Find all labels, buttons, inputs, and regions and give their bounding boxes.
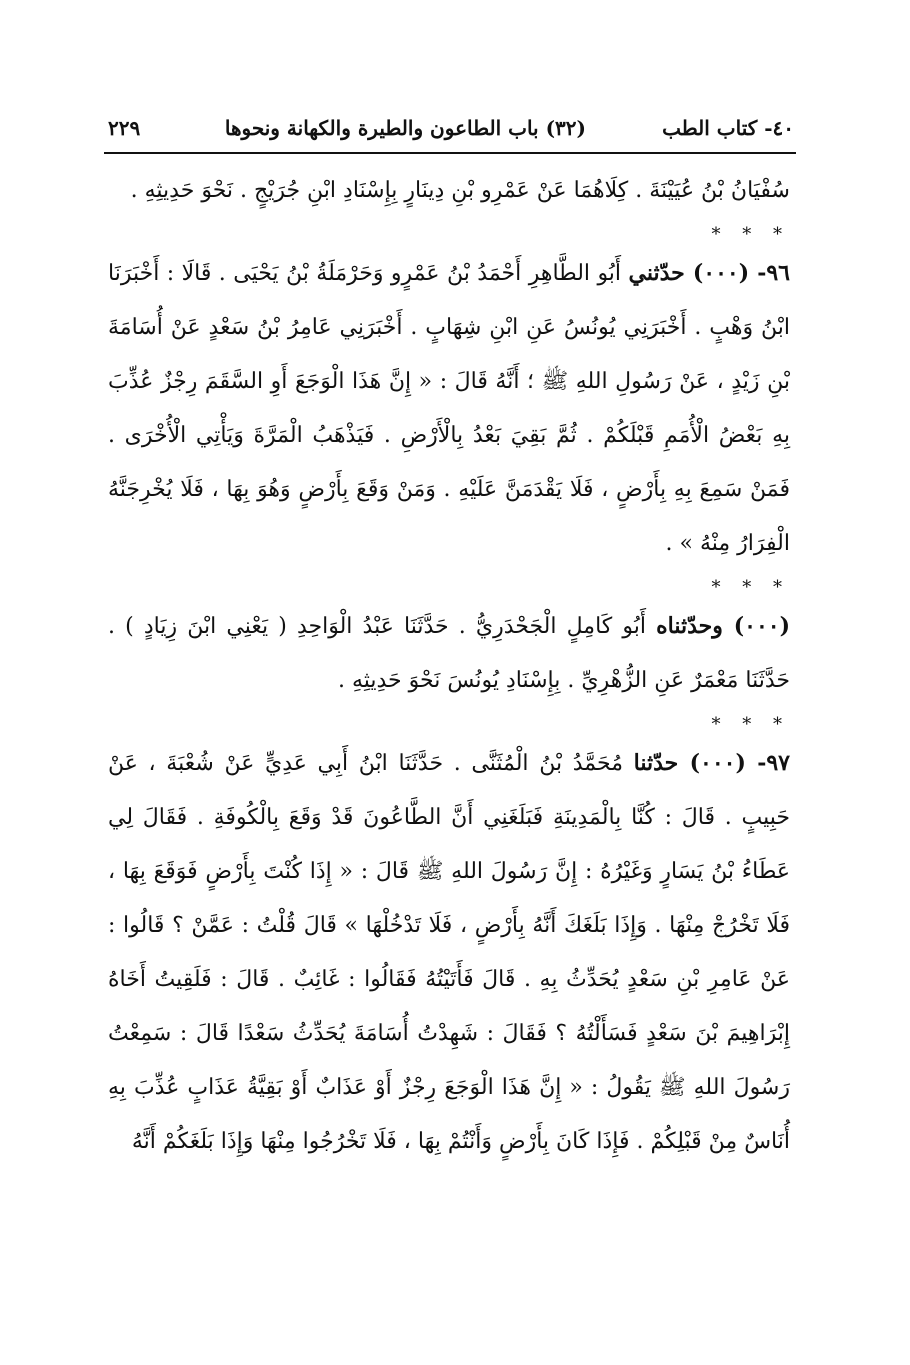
hadith-96 [108,246,790,571]
hadith-text: أَبُو الطَّاهِرِ أَحْمَدُ بْنُ عَمْرٍو وَحَرْمَلَةُ بْنُ يَحْيَى . قَالَا : أَخْبَرَنَا ابْنُ وَهْبٍ . أَخْبَرَنِي يُونُسُ عَنِ ابْنِ شِهَابٍ . أَخْبَرَنِي عَامِرُ بْنُ سَعْدٍ عَنْ أُسَامَةَ بْنِ زَيْدٍ ، عَنْ رَسُولِ اللهِ ﷺ ؛ أَنَّهُ قَالَ : « إِنَّ هَذَا الْوَجَعَ أَوِ السَّقَمَ رِجْزٌ عُذِّبَ بِهِ بَعْضُ الْأُمَمِ قَبْلَكُمْ . ثُمَّ بَقِيَ بَعْدُ بِالْأَرْضِ . فَيَذْهَبُ الْمَرَّةَ وَيَأْتِي الْأُخْرَى . فَمَنْ سَمِعَ بِهِ بِأَرْضٍ ، فَلَا يَقْدَمَنَّ عَلَيْهِ . وَمَنْ وَقَعَ بِأَرْضٍ وَهُوَ بِهَا ، فَلَا يُخْرِجَنَّهُ الْفِرَارُ مِنْهُ » . [108,261,790,556]
paragraph-text: سُفْيَانُ بْنُ عُيَيْنَةَ . كِلَاهُمَا عَنْ عَمْرِو بْنِ دِينَارٍ بِإِسْنَادِ ابْنِ جُرَيْجٍ . نَحْوَ حَدِيثِهِ . [130,178,790,203]
header-divider [104,152,796,154]
hadith-96-variant [108,599,790,708]
section-title: (٣٢) باب الطاعون والطيرة والكهانة ونحوها [224,116,586,140]
hadith-number: (٠٠٠) وحدّثناه [656,613,790,639]
hadith-text: أَبُو كَامِلٍ الْجَحْدَرِيُّ . حَدَّثَنَا عَبْدُ الْوَاحِدِ ( يَعْنِي ابْنَ زِيَادٍ ) . حَدَّثَنَا مَعْمَرٌ عَنِ الزُّهْرِيِّ . بِإِسْنَادِ يُونُسَ نَحْوَ حَدِيثِهِ . [108,614,790,693]
page-body [108,164,790,1169]
section-separator: * * * [711,224,790,245]
page-number: ٢٢٩ [108,116,141,140]
chapter-title: ٤٠- كتاب الطب [662,116,794,140]
hadith-number: ٩٧- (٠٠٠) حدّثنا [633,750,790,776]
hadith-97 [108,736,790,1169]
paragraph-continuation [108,164,790,218]
hadith-number: ٩٦- (٠٠٠) حدّثني [628,260,790,286]
hadith-text: مُحَمَّدُ بْنُ الْمُثَنَّى . حَدَّثَنَا ابْنُ أَبِي عَدِيٍّ عَنْ شُعْبَةَ ، عَنْ حَبِيبٍ . قَالَ : كُنَّا بِالْمَدِينَةِ فَبَلَغَنِي أَنَّ الطَّاعُونَ قَدْ وَقَعَ بِالْكُوفَةِ . فَقَالَ لِي عَطَاءُ بْنُ يَسَارٍ وَغَيْرُهُ : إِنَّ رَسُولَ اللهِ ﷺ قَالَ : « إِذَا كُنْتَ بِأَرْضٍ فَوَقَعَ بِهَا ، فَلَا تَخْرُجْ مِنْهَا . وَإِذَا بَلَغَكَ أَنَّهُ بِأَرْضٍ ، فَلَا تَدْخُلْهَا » قَالَ قُلْتُ : عَمَّنْ ؟ قَالُوا : عَنْ عَامِرِ بْنِ سَعْدٍ يُحَدِّثُ بِهِ . قَالَ فَأَتَيْتُهُ فَقَالُوا : غَائِبٌ . قَالَ : فَلَقِيتُ أَخَاهُ إِبْرَاهِيمَ بْنَ سَعْدٍ فَسَأَلْتُهُ ؟ فَقَالَ : شَهِدْتُ أُسَامَةَ يُحَدِّثُ سَعْدًا قَالَ : سَمِعْتُ رَسُولَ اللهِ ﷺ يَقُولُ : « إِنَّ هَذَا الْوَجَعَ رِجْزٌ أَوْ عَذَابٌ أَوْ بَقِيَّةُ عَذَابٍ عُذِّبَ بِهِ أُنَاسٌ مِنْ قَبْلِكُمْ . فَإِذَا كَانَ بِأَرْضٍ وَأَنْتُمْ بِهَا ، فَلَا تَخْرُجُوا مِنْهَا وَإِذَا بَلَغَكُمْ أَنَّهُ [108,751,790,1154]
section-separator: * * * [711,577,790,598]
running-header [104,112,796,152]
section-separator: * * * [711,714,790,735]
